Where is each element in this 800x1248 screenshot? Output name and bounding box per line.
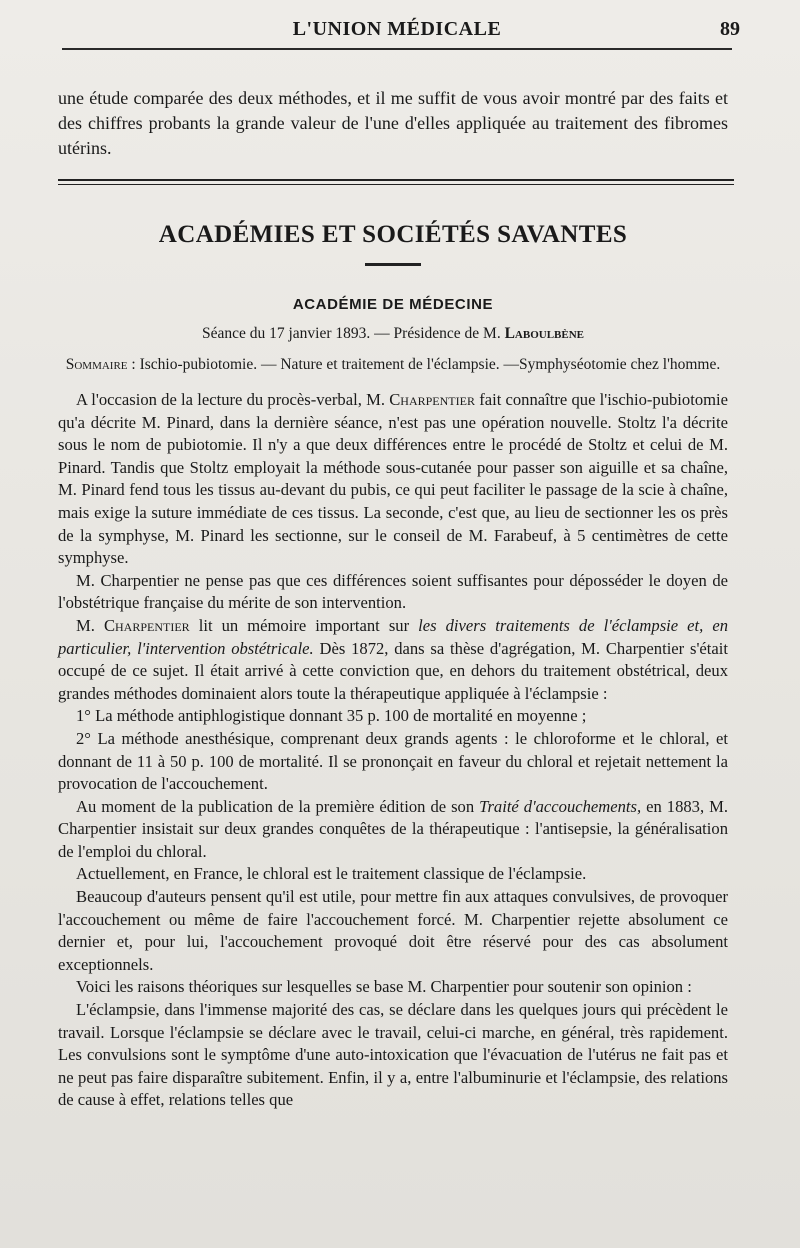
paragraph-2: M. Charpentier ne pense pas que ces différences soient suffisantes pour déposséder le doyen de l'obstétrique française du mérite de son intervention. (58, 570, 728, 613)
paragraph-1 (58, 389, 728, 570)
paragraph-3 (58, 615, 728, 705)
paragraph-1-rest: fait connaître que l'ischio-pubiotomie qu'a décrite M. Pinard, dans la dernière séance, n'est pas une opération nouvelle. Stoltz l'a décrite sous le nom de pubiotomie. Il n'y a que deux différences entre le procédé de Stoltz et celui de M. Pinard. Tandis que Stoltz employait la méthode sous-cutanée pour passer son aiguille et sa chaîne, M. Pinard fend tous les tissus au-devant du pubis, ce qui peut faciliter le passage de la scie à chaîne, mais exige la suture immédiate de ces tissus. La seconde, c'est que, au lieu de sectionner les os près de la symphyse, M. Pinard les sectionne, sur le conseil de M. Farabeuf, à 5 centimètres de cette symphyse. (58, 390, 729, 568)
paragraph-7: Actuellement, en France, le chloral est le traitement classique de l'éclampsie. (76, 864, 587, 884)
paragraph-8: Beaucoup d'auteurs pensent qu'il est utile, pour mettre fin aux attaques convulsives, de provoquer l'accouchement ou même de faire l'accouchement forcé. M. Charpentier rejette absolument ce dernier et, pour lui, l'accouchement provoqué doit être réservé pour des cas absolument exceptionnels. (58, 887, 728, 974)
memoir-title: les divers traitements de l'éclampsie et, en particulier, l'intervention obstétricale. (58, 615, 729, 658)
summary-label: Sommaire : (65, 356, 136, 373)
summary (58, 355, 728, 375)
paragraph-5: 2° La méthode anesthésique, comprenant deux grands agents : le chloroforme et le chloral, et donnant de 11 à 50 p. 100 de mortalité. Il se prononçait en faveur du chloral et rejetait nettement la provocation de l'accouchement. (58, 728, 728, 794)
paragraph-3-start: M. (76, 615, 95, 635)
book-title: Traité d'accouchements, (479, 796, 642, 816)
body-text (58, 389, 728, 1112)
running-header (62, 14, 740, 50)
author-name: Charpentier (103, 615, 190, 635)
author-name: Charpentier (389, 390, 475, 409)
paragraph-6 (58, 796, 728, 864)
summary-text: Ischio-pubiotomie. — Nature et traitement de l'éclampsie. —Symphyséotomie chez l'homme. (139, 356, 721, 373)
session-president: Laboulbène (504, 325, 585, 342)
intro-paragraph: une étude comparée des deux méthodes, et il me suffit de vous avoir montré par des faits et des chiffres probants la grande valeur de l'une d'elles appliquée au traitement des fibromes utérins. (58, 88, 728, 158)
running-title: L'UNION MÉDICALE (292, 18, 502, 40)
section-divider (58, 179, 734, 185)
page-number: 89 (720, 18, 740, 40)
session-prefix: Séance du 17 janvier 1893. — Présidence de M. (201, 325, 501, 342)
paragraph-9: Voici les raisons théoriques sur lesquelles se base M. Charpentier pour soutenir son opinion : (76, 977, 692, 997)
paragraph-4: 1° La méthode antiphlogistique donnant 35 p. 100 de mortalité en moyenne ; (76, 706, 587, 726)
subsection-title: ACADÉMIE DE MÉDECINE (292, 296, 494, 313)
paragraph-6-start: Au moment de la publication de la première édition de son (76, 796, 475, 816)
section-title: ACADÉMIES ET SOCIÉTÉS SAVANTES (158, 221, 628, 248)
paragraph-10: L'éclampsie, dans l'immense majorité des cas, se déclare dans les quelques jours qui précèdent le travail. Lorsque l'éclampsie se déclare avec le travail, celui-ci marche, en général, très rapidement. Les convulsions sont le symptôme d'une auto-intoxication que l'évacuation de l'utérus ne fait pas et ne peut pas faire disparaître subitement. Enfin, il y a, entre l'albuminurie et l'éclampsie, des relations de cause à effet, relations telles que (58, 1000, 728, 1110)
paragraph-1-start: A l'occasion de la lecture du procès-verbal, M. (76, 390, 385, 409)
paragraph-3-lead: lit un mémoire important sur (198, 615, 410, 635)
session-line (58, 325, 728, 343)
paragraph-3-rest: Dès 1872, dans sa thèse d'agrégation, M. Charpentier s'était occupé de ce sujet. Il était arrivé à cette conviction que, en dehors du traitement obstétrical, deux grandes méthodes dominaient alors toute la thérapeutique appliquée à l'éclampsie : (58, 638, 728, 703)
title-rule (365, 263, 421, 266)
paragraph-6-rest: en 1883, M. Charpentier insistait sur deux grandes conquêtes de la thérapeutique : l'antisepsie, la généralisation de l'emploi du chloral. (58, 796, 728, 861)
